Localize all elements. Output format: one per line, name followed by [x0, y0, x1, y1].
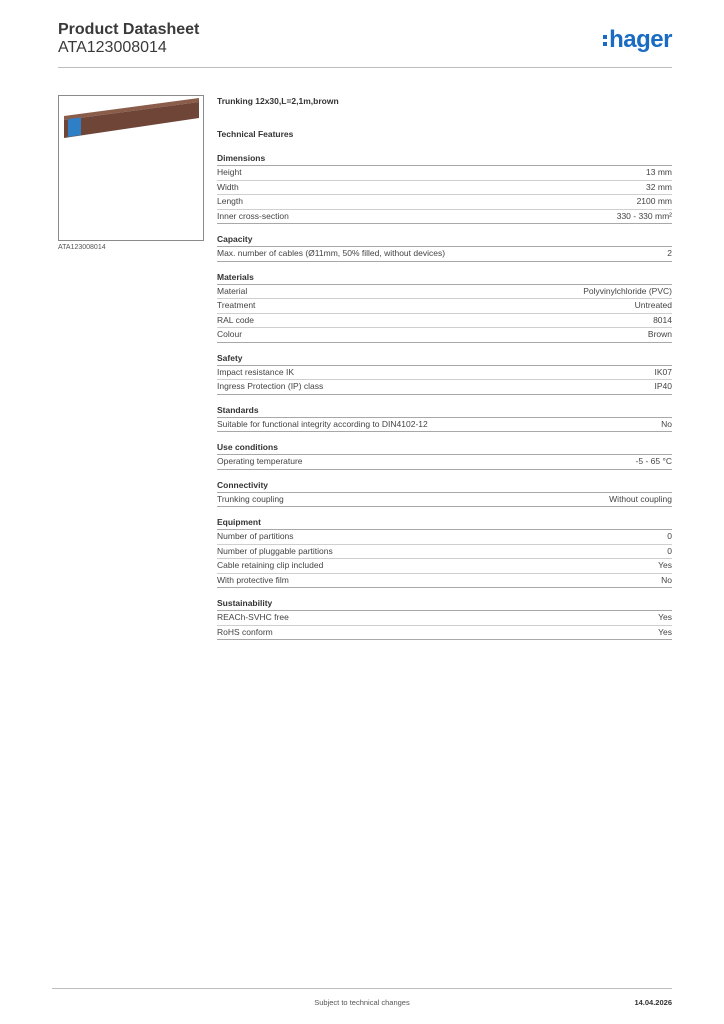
section-title: Materials [217, 272, 672, 285]
feature-value: 13 mm [646, 167, 672, 177]
section-title: Equipment [217, 517, 672, 530]
feature-row [217, 380, 672, 395]
feature-value: Without coupling [609, 493, 672, 504]
feature-value: IK07 [654, 366, 672, 377]
feature-row [217, 530, 672, 545]
hager-logo [603, 26, 672, 56]
feature-value: -5 - 65 °C [635, 456, 672, 466]
feature-value: 0 [667, 545, 672, 556]
product-image [58, 95, 204, 241]
feature-label: RAL code [217, 314, 255, 325]
feature-value: 2 [667, 248, 672, 258]
feature-label: Colour [217, 329, 243, 339]
feature-label: Inner cross-section [217, 210, 289, 221]
feature-label: Treatment [217, 300, 256, 310]
feature-row [217, 611, 672, 626]
trunking-illustration [59, 96, 203, 240]
feature-value: Untreated [634, 300, 672, 310]
feature-row [217, 166, 672, 181]
product-reference: ATA123008014 [58, 39, 167, 56]
section-standards [217, 405, 672, 433]
section-title: Standards [217, 405, 672, 418]
feature-label: Operating temperature [217, 456, 303, 466]
section-connectivity [217, 480, 672, 508]
logo-text: hager [609, 26, 672, 53]
feature-value: No [661, 574, 672, 585]
feature-row [217, 285, 672, 300]
section-title: Sustainability [217, 598, 672, 611]
feature-label: Width [217, 181, 239, 192]
feature-label: Impact resistance IK [217, 366, 295, 377]
footer-divider [52, 988, 672, 989]
feature-value: Yes [658, 612, 672, 622]
feature-value: 2100 mm [636, 196, 672, 206]
feature-value: No [661, 418, 672, 429]
logo-dots-icon [603, 35, 607, 49]
feature-row [217, 195, 672, 210]
footer-note: Subject to technical changes [314, 998, 410, 1007]
feature-value: 8014 [653, 314, 672, 325]
feature-row [217, 366, 672, 381]
feature-value: 330 - 330 mm² [616, 210, 672, 221]
footer-date: 14.04.2026 [634, 998, 672, 1007]
section-safety [217, 353, 672, 395]
section-use-conditions [217, 442, 672, 470]
feature-label: Max. number of cables (Ø11mm, 50% filled, without devices) [217, 248, 446, 258]
section-equipment [217, 517, 672, 588]
feature-sections [217, 153, 672, 640]
header-divider [58, 67, 672, 68]
feature-row [217, 545, 672, 560]
feature-value: IP40 [654, 381, 672, 391]
feature-label: Number of pluggable partitions [217, 545, 333, 556]
section-title: Use conditions [217, 442, 672, 455]
feature-value: 0 [667, 531, 672, 541]
feature-label: REACh-SVHC free [217, 612, 289, 622]
product-name: Trunking 12x30,L=2,1m,brown [217, 96, 339, 106]
feature-value: Brown [647, 329, 672, 339]
section-title: Dimensions [217, 153, 672, 166]
feature-label: Height [217, 167, 242, 177]
feature-label: Length [217, 196, 243, 206]
feature-label: With protective film [217, 574, 289, 585]
section-title: Capacity [217, 234, 672, 247]
feature-value: Yes [658, 626, 672, 637]
feature-label: Number of partitions [217, 531, 294, 541]
section-sustainability [217, 598, 672, 640]
feature-row [217, 574, 672, 589]
feature-row [217, 328, 672, 343]
feature-label: Material [217, 285, 248, 296]
feature-row [217, 559, 672, 574]
feature-row [217, 181, 672, 196]
technical-features-title: Technical Features [217, 129, 294, 139]
section-title: Connectivity [217, 480, 672, 493]
feature-value: Yes [658, 560, 672, 570]
section-capacity [217, 234, 672, 262]
feature-row [217, 626, 672, 641]
feature-label: Trunking coupling [217, 493, 284, 504]
feature-value: Polyvinylchloride (PVC) [583, 285, 672, 296]
feature-value: 32 mm [646, 181, 672, 192]
feature-row [217, 418, 672, 433]
feature-label: RoHS conform [217, 626, 273, 637]
feature-row [217, 247, 672, 262]
feature-label: Ingress Protection (IP) class [217, 381, 324, 391]
image-caption: ATA123008014 [58, 244, 106, 251]
section-dimensions [217, 153, 672, 224]
section-materials [217, 272, 672, 343]
feature-row [217, 299, 672, 314]
feature-row [217, 455, 672, 470]
feature-row [217, 210, 672, 225]
feature-label: Cable retaining clip included [217, 560, 324, 570]
feature-row [217, 314, 672, 329]
feature-row [217, 493, 672, 508]
section-title: Safety [217, 353, 672, 366]
feature-label: Suitable for functional integrity according to DIN4102-12 [217, 418, 428, 429]
datasheet-content [217, 96, 672, 650]
page-title: Product Datasheet [58, 21, 200, 38]
